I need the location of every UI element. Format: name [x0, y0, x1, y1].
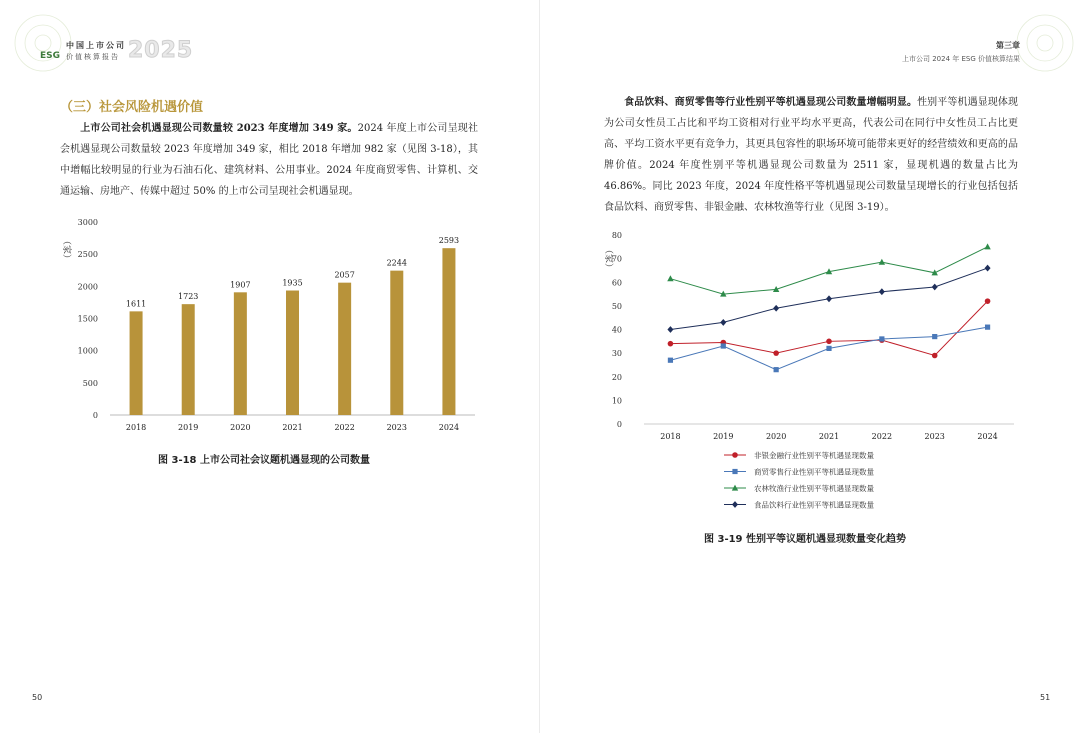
x-tick-label: 2020	[765, 432, 787, 441]
right-paragraph-body: 性别平等机遇显现体现为公司女性员工占比和平均工资相对行业平均水平更高，代表公司在同行中女性员工占比更高、平均工资水平更有竞争力，其更具包容性的职场环境可能带来更好的经营绩效和更高的品牌价值。2024 年度性别平等机遇显现公司数量为 2511 家，显现机遇的数量占比为 46.86%。同比 2023 年度，2024 年度性格平等机遇显现公司数量呈现增长的行业包括包括食品饮料、商贸零售、非银金融、农林牧渔等行业（见图 3-19）。	[604, 97, 1019, 213]
data-point	[826, 346, 831, 351]
data-point	[667, 326, 673, 333]
x-tick-label: 2024	[438, 423, 460, 432]
data-point	[879, 336, 884, 341]
y-tick-label: 10	[611, 396, 622, 406]
left-paragraph-body: 2024 年度上市公司呈现社会机遇显现公司数量较 2023 年度增加 349 家，相比 2018 年增加 982 家（见图 3-18），其中增幅比较明显的行业为石油石化、建筑材料、公用事业。2024 年度商贸零售、计算机、交通运输、房地产、传媒中超过 50% 的上市公司呈现社会机遇显现。	[60, 123, 478, 197]
x-tick-label: 2023	[386, 423, 407, 432]
bar	[442, 248, 455, 415]
y-tick-label: 0	[92, 411, 98, 420]
bar	[130, 311, 143, 415]
x-tick-label: 2021	[282, 423, 303, 432]
bar-value-label: 2593	[438, 236, 460, 246]
right-paragraph-lead: 食品饮料、商贸零售等行业性别平等机遇显现公司数量增幅明显。	[624, 97, 918, 108]
legend-label: 商贸零售行业性别平等机遇显现数量	[754, 467, 874, 477]
y-tick-label: 40	[611, 325, 622, 335]
data-point	[720, 319, 726, 326]
left-paragraph	[60, 118, 478, 202]
y-tick-label: 60	[611, 278, 622, 288]
bar-value-label: 1907	[230, 280, 251, 290]
y-tick-label: 30	[611, 349, 622, 359]
report-title-line1: 中国上市公司	[66, 41, 126, 50]
x-tick-label: 2018	[125, 423, 147, 432]
report-year: 2025	[128, 38, 194, 63]
chapter-subtitle: 上市公司 2024 年 ESG 价值核算结果	[901, 55, 1020, 63]
x-tick-label: 2023	[924, 432, 945, 441]
legend-marker	[732, 452, 738, 458]
page-number-right: 51	[1040, 693, 1051, 702]
report-title-line2: 价值核算报告	[66, 53, 120, 61]
bar	[286, 291, 299, 415]
legend-marker	[732, 469, 737, 474]
x-tick-label: 2022	[334, 423, 355, 432]
legend-item	[724, 483, 874, 493]
x-tick-label: 2021	[818, 432, 840, 441]
y-tick-label: 2000	[77, 282, 98, 292]
data-point	[985, 298, 991, 304]
legend-label: 非银金融行业性别平等机遇显现数量	[754, 451, 874, 460]
data-point	[985, 265, 991, 272]
legend-item	[724, 500, 874, 510]
bar-chart	[50, 210, 490, 440]
data-point	[826, 339, 832, 345]
legend-item	[724, 450, 874, 460]
x-tick-label: 2020	[230, 423, 251, 432]
y-tick-label: 70	[611, 254, 622, 264]
legend-label: 食品饮料行业性别平等机遇显现数量	[754, 500, 874, 510]
data-point	[774, 367, 779, 372]
data-point	[668, 358, 673, 363]
data-point	[773, 350, 779, 356]
bar	[182, 304, 195, 415]
y-tick-label: 3000	[77, 218, 98, 227]
bar	[234, 292, 247, 415]
data-point	[985, 325, 990, 330]
data-point	[721, 343, 726, 348]
data-point	[879, 288, 885, 295]
series-group	[667, 265, 990, 333]
data-point	[826, 295, 832, 302]
esg-badge: ESG	[40, 51, 61, 61]
x-tick-label: 2022	[871, 432, 893, 441]
y-tick-label: 1500	[77, 314, 98, 324]
legend-label: 农林牧渔行业性别平等机遇显现数量	[754, 484, 874, 493]
chapter-title: 第三章	[996, 41, 1020, 50]
bar-chart-caption: 图 3-18 上市公司社会议题机遇显现的公司数量	[158, 455, 370, 466]
bar	[390, 271, 403, 415]
bar-value-label: 1723	[178, 292, 199, 302]
page-number-left: 50	[32, 693, 43, 702]
data-point	[932, 353, 938, 359]
x-tick-label: 2019	[178, 423, 199, 432]
y-tick-label: 500	[82, 378, 98, 388]
y-axis-label: （家）	[61, 236, 71, 264]
left-paragraph-lead: 上市公司社会机遇显现公司数量较 2023 年度增加 349 家。	[80, 123, 358, 134]
bar-value-label: 1611	[125, 299, 147, 309]
y-tick-label: 0	[616, 420, 622, 429]
x-tick-label: 2024	[977, 432, 998, 441]
data-point	[932, 284, 938, 291]
x-tick-label: 2019	[713, 432, 734, 441]
data-point	[984, 243, 990, 249]
bar	[338, 283, 351, 415]
data-point	[667, 275, 673, 281]
bar-value-label: 2244	[386, 258, 407, 268]
x-tick-label: 2018	[660, 432, 681, 441]
decorative-burst-icon	[1010, 8, 1080, 78]
bar-value-label: 2057	[334, 270, 355, 280]
y-tick-label: 80	[611, 231, 622, 240]
right-paragraph	[604, 92, 1018, 218]
data-point	[879, 259, 885, 265]
line-chart	[594, 222, 1034, 522]
line-chart-caption: 图 3-19 性别平等议题机遇显现数量变化趋势	[704, 534, 906, 545]
data-point	[932, 334, 937, 339]
chapter-header	[902, 40, 1020, 64]
bar-value-label: 1935	[282, 278, 303, 288]
y-tick-label: 20	[611, 372, 622, 382]
data-point	[668, 341, 674, 347]
y-tick-label: 1000	[77, 346, 98, 356]
data-point	[773, 305, 779, 312]
legend-item	[724, 467, 874, 477]
right-page	[540, 0, 1080, 733]
legend-marker	[732, 501, 738, 508]
y-axis-label: （家）	[603, 245, 613, 273]
series-group	[667, 243, 991, 296]
section-title: （三）社会风险机遇价值	[60, 100, 204, 115]
y-tick-label: 50	[611, 301, 622, 311]
y-tick-label: 2500	[77, 250, 98, 260]
